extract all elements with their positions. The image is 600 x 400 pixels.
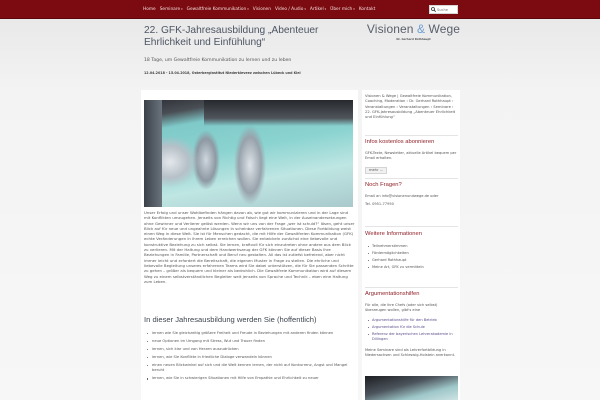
divider (365, 178, 458, 179)
intro-paragraph: Unser Erfolg und unser Wohlbefinden hängen davon ab, wie gut wir kommunizieren und in der Lage sind mit Konflikten umzugehen. Jenseits von Richtig und Falsch liegt eine Welt, in der Auseinandersetzungen ohne Gewinner und Verlierer gelöst werden. Wenn wir uns von der Frage „wer ist schuld?“ lösen, geht unser Blick auf für neue und ungeahnte Lösungen in scheinbar verfahrenen Situationen. Diese Fortbildung weist einen Weg in diese Welt. Sie ist für Menschen gedacht, die mit Hilfe der Gewaltfreien Kommunikation (GFK) echte Veränderungen in ihrem Leben erreichen wollen. Sie entwickeln zunächst eine liebevolle und konstruktive Beziehung zu sich selbst. Sie lernen, kraftvoll für sich einzutreten ohne andere aus dem Blick zu verlieren. Mit der Haltung und dem Handwerkszeug der GFK können Sie auf dieser Basis Ihre Beziehungen in Familie, Partnerschaft und Beruf neu gestalten. All das ist zutiefst befreiend, aber nicht immer leicht und erfordert die Bereitschaft, die eigenen Muster in Frage zu stellen. Die ehrliche und liebevolle Begleitung unseres erfahrenen Teams wird Sie dabei unterstützen, die für Sie passenden Schritte zu gehen – größer als bequem und kleiner als bedrohlich. Die Gewaltfreie Kommunikation wird auf diesem Weg zu einem selbstverständlichen Begleiter weit jenseits von Sprache und Technik – eben eine Haltung zum Leben. (144, 210, 355, 284)
hero-foreground-rock (144, 100, 162, 207)
nav-label: Kontakt (358, 6, 376, 12)
nav-item-visionen[interactable] (253, 7, 275, 12)
site-logo[interactable] (366, 22, 461, 41)
nav-item-video-audio[interactable] (275, 7, 310, 12)
hero-rock-wall (204, 100, 353, 126)
contact-email[interactable]: Email an info@visionenundwege.de oder (365, 194, 439, 198)
questions-title: Noch Fragen? (365, 182, 402, 188)
list-item: lernen wie Sie gleichzeitig größere Freiheit und Freude in Beziehungen mit anderen finden können (145, 331, 350, 336)
logo-word-1: Visionen (366, 22, 414, 36)
link-teilnehmerstimmen[interactable]: Teilnehmerstimmen (366, 244, 458, 249)
page-subtitle: 18 Tage, um Gewaltfreie Kommunikation zu lernen und zu leben (144, 58, 292, 63)
nav-item-seminare[interactable] (160, 7, 187, 12)
divider (365, 287, 458, 288)
outcomes-list (145, 331, 350, 384)
hero-image-stone-cairns (144, 100, 353, 207)
more-button[interactable]: mehr ... (365, 167, 387, 174)
breadcrumb[interactable]: Visionen & Wege | Gewaltfreie Kommunikation, Coaching, Moderation › Dr. Gerhard Rothhaupt › Veranstaltungen › Veranstaltungen › Seminare › 22. GFK-Jahresausbildung „Abenteuer Ehrlichkeit und Einfühlung“ (365, 94, 456, 120)
logo-ampersand: & (416, 22, 426, 36)
search-icon[interactable] (430, 6, 437, 13)
link-gerhard-rothhaupt[interactable]: Gerhard Rothhaupt (366, 258, 458, 263)
link-foerdermoeglichkeiten[interactable]: Fördermöglichkeiten (366, 251, 458, 256)
nav-label: Über mich (330, 6, 353, 12)
sidebar (362, 90, 460, 400)
subscribe-text: GFK-Texte, Newsletter, aktuelle Artikel bequem per Email erhalten. (365, 151, 457, 161)
chevron-down-icon: ▾ (324, 7, 327, 11)
link-meine-art-gfk[interactable]: Meine Art, GFK zu vermitteln (366, 265, 458, 270)
nav-label: Home (143, 6, 156, 12)
main-menu (143, 0, 379, 18)
nav-label: Seminare (159, 6, 181, 12)
nav-label: Artikel (309, 6, 324, 12)
arguments-title: Argumentationshilfen (365, 291, 420, 297)
event-date-location: 12.04.2018 - 15.04.2018, Osterberginstitut Niederkleveez zwischen Lübeck und Kiel (144, 71, 301, 75)
search-input[interactable] (437, 8, 457, 12)
chevron-down-icon: ▾ (353, 7, 355, 11)
list-item: lernen, sich klar und von Herzen auszudrücken (145, 347, 350, 352)
link-argumentationshilfe-betrieb[interactable]: Argumentationshilfe für den Betrieb (366, 318, 458, 323)
list-item: lernen, wie Sie in schwierigen Situationen mit Hilfe von Empathie und Ehrlichkeit zu neuer (145, 376, 350, 381)
search-box[interactable] (429, 5, 458, 14)
nav-item-artikel[interactable] (310, 7, 330, 12)
list-item: lernen, wie Sie Konflikte in friedliche Dialoge verwandeln können (145, 355, 350, 360)
logo-wordmark (366, 22, 461, 36)
contact-phone: Tel. 0951-77950 (365, 202, 394, 206)
chevron-down-icon: ▾ (304, 7, 306, 11)
arguments-links (366, 318, 458, 344)
link-referenz-lehrerakademie[interactable]: Referenz der bayerischen Lehrerakademie in Dillingen (366, 332, 458, 342)
list-item: einen neuen Blickwinkel auf sich und die Welt kennen lernen, der nicht auf Konkurrenz, Angst und Mangel beruht (145, 363, 350, 373)
logo-word-2: Wege (428, 22, 461, 36)
page-title: 22. GFK-Jahresausbildung „Abenteuer Ehrlichkeit und Einfühlung“ (144, 25, 319, 48)
sidebar-image (365, 376, 458, 400)
nav-item-gewaltfreie-kommunikation[interactable] (187, 7, 253, 12)
page-header (141, 19, 461, 89)
divider (365, 226, 458, 227)
link-argumentation-schule[interactable]: Argumentation für die Schule (366, 325, 458, 330)
nav-label: Video / Audio (274, 6, 304, 12)
nav-item-kontakt[interactable] (359, 7, 379, 12)
subscribe-title: Infos kostenlos abonnieren (365, 139, 435, 145)
chevron-down-icon: ▾ (181, 7, 183, 11)
nav-item-home[interactable] (143, 7, 160, 12)
nav-label: Gewaltfreie Kommunikation (186, 6, 247, 12)
arguments-intro: Für alle, die ihre Chefs (oder sich selbst) überzeugen wollen, gibt's eine (365, 303, 438, 313)
list-item: neue Optionen im Umgang mit Stress, Wut und Trauer finden (145, 339, 350, 344)
more-info-title: Weitere Informationen (365, 231, 422, 237)
nav-label: Visionen (252, 6, 271, 12)
nav-item-ueber-mich[interactable] (330, 7, 359, 12)
accreditation-note: Meine Seminare sind als Lehrerfortbildung in Niedersachsen und Schleswig-Holstein anerkannt. (365, 348, 456, 358)
divider (365, 135, 458, 136)
section-heading: In dieser Jahresausbildung werden Sie (hoffentlich) (144, 315, 317, 324)
chevron-down-icon: ▾ (247, 7, 249, 11)
logo-subtitle: Dr. Gerhard Rothhaupt (396, 37, 431, 41)
more-info-list (366, 244, 458, 272)
main-content (141, 90, 358, 400)
